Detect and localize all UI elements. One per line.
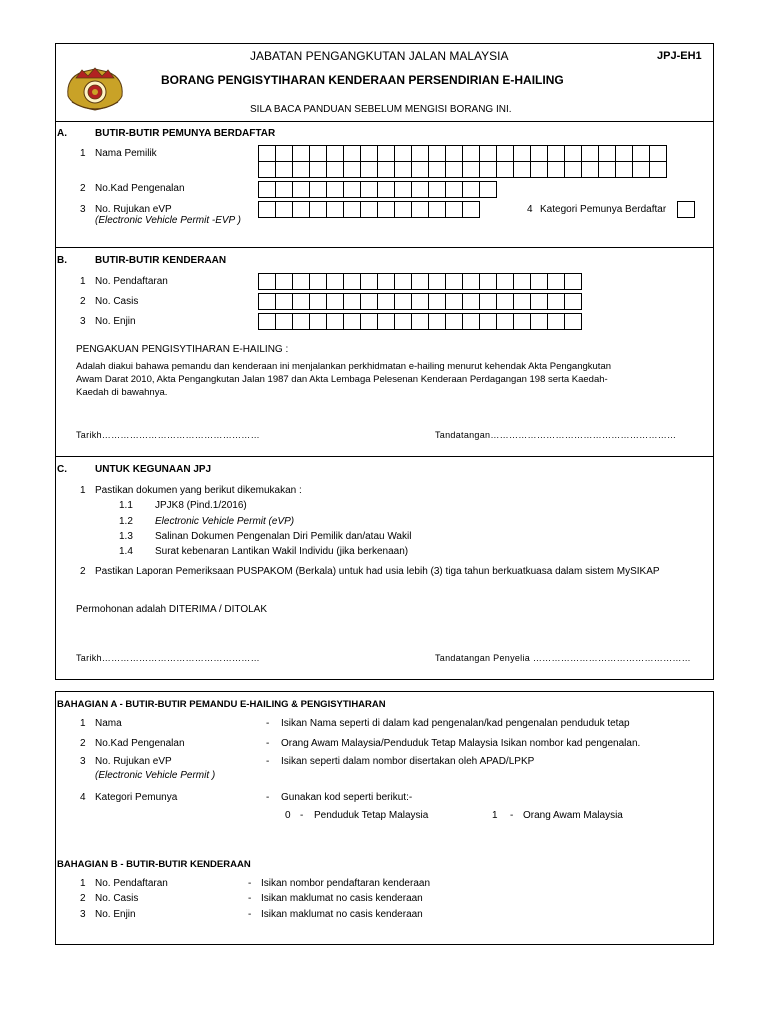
- engine-label: No. Enjin: [95, 316, 136, 327]
- char-box[interactable]: [275, 273, 293, 290]
- guide-row-label: Nama: [95, 718, 122, 729]
- char-box[interactable]: [513, 161, 531, 178]
- char-box[interactable]: [479, 145, 497, 162]
- char-box[interactable]: [479, 181, 497, 198]
- code-value: 1: [492, 810, 498, 821]
- char-box[interactable]: [462, 161, 480, 178]
- guide-row-label: No. Rujukan eVP: [95, 756, 172, 767]
- char-box[interactable]: [394, 181, 412, 198]
- char-box[interactable]: [309, 201, 327, 218]
- code-text: Orang Awam Malaysia: [523, 810, 623, 821]
- guide-row-desc: Isikan maklumat no casis kenderaan: [261, 909, 423, 920]
- guide-row-label: No. Casis: [95, 893, 139, 904]
- sub-item-text: Salinan Dokumen Pengenalan Diri Pemilik dan/atau Wakil: [155, 531, 412, 542]
- char-box[interactable]: [258, 273, 276, 290]
- char-box[interactable]: [360, 313, 378, 330]
- char-box[interactable]: [275, 313, 293, 330]
- guide-row-num: 3: [80, 909, 86, 920]
- sub-item-num: 1.4: [119, 546, 133, 557]
- guide-row-dash: -: [266, 738, 270, 749]
- char-box[interactable]: [360, 145, 378, 162]
- char-box[interactable]: [411, 181, 429, 198]
- char-box[interactable]: [411, 201, 429, 218]
- char-box[interactable]: [360, 201, 378, 218]
- char-box[interactable]: [360, 273, 378, 290]
- char-box[interactable]: [411, 273, 429, 290]
- agency-name: JABATAN PENGANGKUTAN JALAN MALAYSIA: [250, 49, 509, 63]
- char-box[interactable]: [445, 273, 463, 290]
- char-box[interactable]: [462, 273, 480, 290]
- char-box[interactable]: [360, 293, 378, 310]
- char-box[interactable]: [343, 145, 361, 162]
- char-box[interactable]: [564, 293, 582, 310]
- char-box[interactable]: [292, 161, 310, 178]
- char-box[interactable]: [530, 313, 548, 330]
- char-box[interactable]: [326, 161, 344, 178]
- divider-b-c: [55, 456, 714, 457]
- char-box[interactable]: [547, 161, 565, 178]
- owner-name-label: Nama Pemilik: [95, 148, 157, 159]
- char-box[interactable]: [428, 145, 446, 162]
- guide-row-label: No. Enjin: [95, 909, 136, 920]
- char-box[interactable]: [462, 201, 480, 218]
- char-box[interactable]: [479, 293, 497, 310]
- char-box[interactable]: [275, 181, 293, 198]
- char-box[interactable]: [377, 201, 395, 218]
- item-num: 1: [80, 276, 86, 287]
- char-box[interactable]: [275, 145, 293, 162]
- guide-row-num: 1: [80, 718, 86, 729]
- char-box[interactable]: [513, 145, 531, 162]
- owner-category-box[interactable]: [677, 201, 695, 218]
- char-box[interactable]: [326, 201, 344, 218]
- section-c-title: UNTUK KEGUNAAN JPJ: [95, 464, 212, 475]
- char-box[interactable]: [445, 181, 463, 198]
- guide-row-desc: Orang Awam Malaysia/Penduduk Tetap Malaysia Isikan nombor kad pengenalan.: [281, 738, 641, 749]
- guide-row-dash: -: [266, 718, 270, 729]
- char-box[interactable]: [326, 273, 344, 290]
- section-c-letter: C.: [57, 464, 67, 475]
- guide-a-title: BAHAGIAN A - BUTIR-BUTIR PEMANDU E-HAILING & PENGISYTIHARAN: [57, 699, 386, 710]
- char-box[interactable]: [258, 293, 276, 310]
- guide-row-num: 2: [80, 893, 86, 904]
- char-box[interactable]: [428, 273, 446, 290]
- char-box[interactable]: [292, 201, 310, 218]
- char-box[interactable]: [309, 273, 327, 290]
- char-box[interactable]: [343, 273, 361, 290]
- owner-category-label: Kategori Pemunya Berdaftar: [540, 204, 667, 215]
- char-box[interactable]: [309, 181, 327, 198]
- char-box[interactable]: [530, 145, 548, 162]
- declaration-line: Kaedah di bawahnya.: [76, 387, 168, 398]
- item-num: 4: [527, 204, 533, 215]
- evp-ref-label: No. Rujukan eVP: [95, 204, 172, 215]
- char-box[interactable]: [496, 293, 514, 310]
- guide-row-dash: -: [248, 893, 252, 904]
- section-a-letter: A.: [57, 128, 67, 139]
- char-box[interactable]: [462, 145, 480, 162]
- guide-row-dash: -: [248, 909, 252, 920]
- char-box[interactable]: [292, 145, 310, 162]
- guide-row-num: 2: [80, 738, 86, 749]
- registration-boxes[interactable]: [258, 273, 582, 290]
- char-box[interactable]: [581, 161, 599, 178]
- char-box[interactable]: [479, 161, 497, 178]
- chassis-label: No. Casis: [95, 296, 139, 307]
- char-box[interactable]: [598, 161, 616, 178]
- item-num: 2: [80, 566, 86, 577]
- char-box[interactable]: [292, 181, 310, 198]
- char-box[interactable]: [411, 161, 429, 178]
- char-box[interactable]: [564, 313, 582, 330]
- sub-item-text: Electronic Vehicle Permit (eVP): [155, 516, 295, 527]
- declaration-line: Adalah diakui bahawa pemandu dan kenderaan ini menjalankan perkhidmatan e-hailing menurut kehendak Akta Pengangkutan: [76, 361, 612, 372]
- char-box[interactable]: [377, 145, 395, 162]
- char-box[interactable]: [360, 161, 378, 178]
- form-title: BORANG PENGISYTIHARAN KENDERAAN PERSENDIRIAN E-HAILING: [161, 73, 564, 87]
- char-box[interactable]: [479, 313, 497, 330]
- declaration-signature-field[interactable]: Tandatangan……………………………………………………: [435, 430, 677, 440]
- char-box[interactable]: [258, 161, 276, 178]
- guide-row-desc: Isikan maklumat no casis kenderaan: [261, 893, 423, 904]
- owner-name-boxes-row2[interactable]: [258, 161, 667, 178]
- guide-row-desc: Isikan Nama seperti di dalam kad pengenalan/kad pengenalan penduduk tetap: [281, 718, 630, 729]
- char-box[interactable]: [343, 161, 361, 178]
- guide-row-sublabel: (Electronic Vehicle Permit ): [95, 770, 216, 781]
- char-box[interactable]: [513, 273, 531, 290]
- engine-boxes[interactable]: [258, 313, 582, 330]
- char-box[interactable]: [394, 293, 412, 310]
- char-box[interactable]: [258, 145, 276, 162]
- char-box[interactable]: [428, 313, 446, 330]
- char-box[interactable]: [326, 181, 344, 198]
- char-box[interactable]: [309, 293, 327, 310]
- char-box[interactable]: [309, 145, 327, 162]
- char-box[interactable]: [428, 181, 446, 198]
- char-box[interactable]: [275, 201, 293, 218]
- guide-row-label: No.Kad Pengenalan: [95, 738, 185, 749]
- chassis-boxes[interactable]: [258, 293, 582, 310]
- char-box[interactable]: [479, 273, 497, 290]
- section-b-letter: B.: [57, 255, 67, 266]
- char-box[interactable]: [513, 313, 531, 330]
- divider-header: [55, 121, 714, 122]
- char-box[interactable]: [428, 201, 446, 218]
- char-box[interactable]: [445, 161, 463, 178]
- char-box[interactable]: [360, 181, 378, 198]
- item-num: 2: [80, 296, 86, 307]
- char-box[interactable]: [377, 293, 395, 310]
- char-box[interactable]: [547, 293, 565, 310]
- guide-row-label: No. Pendaftaran: [95, 878, 168, 889]
- char-box[interactable]: [377, 181, 395, 198]
- char-box[interactable]: [377, 161, 395, 178]
- char-box[interactable]: [343, 313, 361, 330]
- char-box[interactable]: [445, 293, 463, 310]
- sub-item-text: JPJK8 (Pind.1/2016): [155, 500, 247, 511]
- char-box[interactable]: [615, 145, 633, 162]
- guide-b-title: BAHAGIAN B - BUTIR-BUTIR KENDERAAN: [57, 859, 251, 870]
- declaration-line: Awam Darat 2010, Akta Pengangkutan Jalan 1987 dan Akta Lembaga Pelesenan Kenderaan Perdagangan 198 serta Kaedah-: [76, 374, 608, 385]
- registration-label: No. Pendaftaran: [95, 276, 168, 287]
- char-box[interactable]: [377, 313, 395, 330]
- char-box[interactable]: [615, 161, 633, 178]
- char-box[interactable]: [275, 161, 293, 178]
- jpj-date-field[interactable]: Tarikh……………………………………………: [76, 653, 260, 663]
- char-box[interactable]: [343, 181, 361, 198]
- guide-row-dash: -: [266, 756, 270, 767]
- char-box[interactable]: [581, 145, 599, 162]
- evp-ref-sublabel: (Electronic Vehicle Permit -EVP ): [95, 215, 241, 226]
- ic-number-label: No.Kad Pengenalan: [95, 183, 185, 194]
- char-box[interactable]: [258, 181, 276, 198]
- char-box[interactable]: [530, 293, 548, 310]
- char-box[interactable]: [326, 145, 344, 162]
- char-box[interactable]: [462, 313, 480, 330]
- char-box[interactable]: [292, 273, 310, 290]
- char-box[interactable]: [377, 273, 395, 290]
- char-box[interactable]: [496, 273, 514, 290]
- char-box[interactable]: [513, 293, 531, 310]
- char-box[interactable]: [309, 313, 327, 330]
- char-box[interactable]: [649, 145, 667, 162]
- char-box[interactable]: [462, 293, 480, 310]
- documents-instruction: Pastikan dokumen yang berikut dikemukakan :: [95, 485, 302, 496]
- char-box[interactable]: [547, 273, 565, 290]
- char-box[interactable]: [292, 293, 310, 310]
- item-num: 3: [80, 204, 86, 215]
- guide-row-num: 4: [80, 792, 86, 803]
- form-instruction: SILA BACA PANDUAN SEBELUM MENGISI BORANG INI.: [250, 104, 512, 115]
- char-box[interactable]: [343, 201, 361, 218]
- char-box[interactable]: [428, 293, 446, 310]
- char-box[interactable]: [547, 145, 565, 162]
- char-box[interactable]: [632, 145, 650, 162]
- ic-number-boxes[interactable]: [258, 181, 497, 198]
- char-box[interactable]: [564, 273, 582, 290]
- evp-ref-boxes[interactable]: [258, 201, 480, 218]
- char-box[interactable]: [394, 145, 412, 162]
- char-box[interactable]: [547, 313, 565, 330]
- code-dash: -: [300, 810, 304, 821]
- form-code: JPJ-EH1: [657, 50, 702, 62]
- char-box[interactable]: [309, 161, 327, 178]
- char-box[interactable]: [428, 161, 446, 178]
- guide-row-num: 1: [80, 878, 86, 889]
- char-box[interactable]: [411, 145, 429, 162]
- declaration-date-field[interactable]: Tarikh……………………………………………: [76, 430, 260, 440]
- guide-row-desc: Isikan seperti dalam nombor disertakan oleh APAD/LPKP: [281, 756, 535, 767]
- char-box[interactable]: [394, 161, 412, 178]
- char-box[interactable]: [445, 145, 463, 162]
- char-box[interactable]: [445, 313, 463, 330]
- guide-row-desc: Gunakan kod seperti berikut:-: [281, 792, 413, 803]
- char-box[interactable]: [530, 161, 548, 178]
- divider-a-b: [55, 247, 714, 248]
- code-dash: -: [510, 810, 514, 821]
- char-box[interactable]: [598, 145, 616, 162]
- char-box[interactable]: [292, 313, 310, 330]
- item-num: 1: [80, 485, 86, 496]
- char-box[interactable]: [564, 145, 582, 162]
- guide-row-desc: Isikan nombor pendaftaran kenderaan: [261, 878, 431, 889]
- char-box[interactable]: [564, 161, 582, 178]
- char-box[interactable]: [258, 313, 276, 330]
- char-box[interactable]: [394, 273, 412, 290]
- declaration-title: PENGAKUAN PENGISYTIHARAN E-HAILING :: [76, 344, 289, 355]
- application-decision[interactable]: Permohonan adalah DITERIMA / DITOLAK: [76, 604, 268, 615]
- char-box[interactable]: [496, 313, 514, 330]
- code-text: Penduduk Tetap Malaysia: [314, 810, 429, 821]
- char-box[interactable]: [411, 313, 429, 330]
- guide-row-dash: -: [248, 878, 252, 889]
- char-box[interactable]: [496, 145, 514, 162]
- code-value: 0: [285, 810, 291, 821]
- supervisor-signature-field[interactable]: Tandatangan Penyelia ……………………………………………: [435, 653, 691, 663]
- char-box[interactable]: [411, 293, 429, 310]
- char-box[interactable]: [258, 201, 276, 218]
- jpj-crest-logo: [62, 66, 128, 114]
- char-box[interactable]: [394, 313, 412, 330]
- char-box[interactable]: [326, 293, 344, 310]
- char-box[interactable]: [530, 273, 548, 290]
- guide-row-dash: -: [266, 792, 270, 803]
- item-num: 2: [80, 183, 86, 194]
- char-box[interactable]: [343, 293, 361, 310]
- sub-item-num: 1.3: [119, 531, 133, 542]
- sub-item-text: Surat kebenaran Lantikan Wakil Individu (jika berkenaan): [155, 546, 409, 557]
- char-box[interactable]: [445, 201, 463, 218]
- char-box[interactable]: [326, 313, 344, 330]
- sub-item-num: 1.1: [119, 500, 133, 511]
- item-num: 3: [80, 316, 86, 327]
- item-num: 1: [80, 148, 86, 159]
- char-box[interactable]: [632, 161, 650, 178]
- guide-row-label: Kategori Pemunya: [95, 792, 178, 803]
- char-box[interactable]: [462, 181, 480, 198]
- puspakom-instruction: Pastikan Laporan Pemeriksaan PUSPAKOM (Berkala) untuk had usia lebih (3) tiga tahun berkuatkuasa dalam sistem MySIKAP: [95, 566, 660, 577]
- guide-row-num: 3: [80, 756, 86, 767]
- char-box[interactable]: [496, 161, 514, 178]
- section-a-title: BUTIR-BUTIR PEMUNYA BERDAFTAR: [95, 128, 276, 139]
- char-box[interactable]: [394, 201, 412, 218]
- char-box[interactable]: [275, 293, 293, 310]
- section-b-title: BUTIR-BUTIR KENDERAAN: [95, 255, 227, 266]
- sub-item-num: 1.2: [119, 516, 133, 527]
- owner-name-boxes-row1[interactable]: [258, 145, 667, 162]
- char-box[interactable]: [649, 161, 667, 178]
